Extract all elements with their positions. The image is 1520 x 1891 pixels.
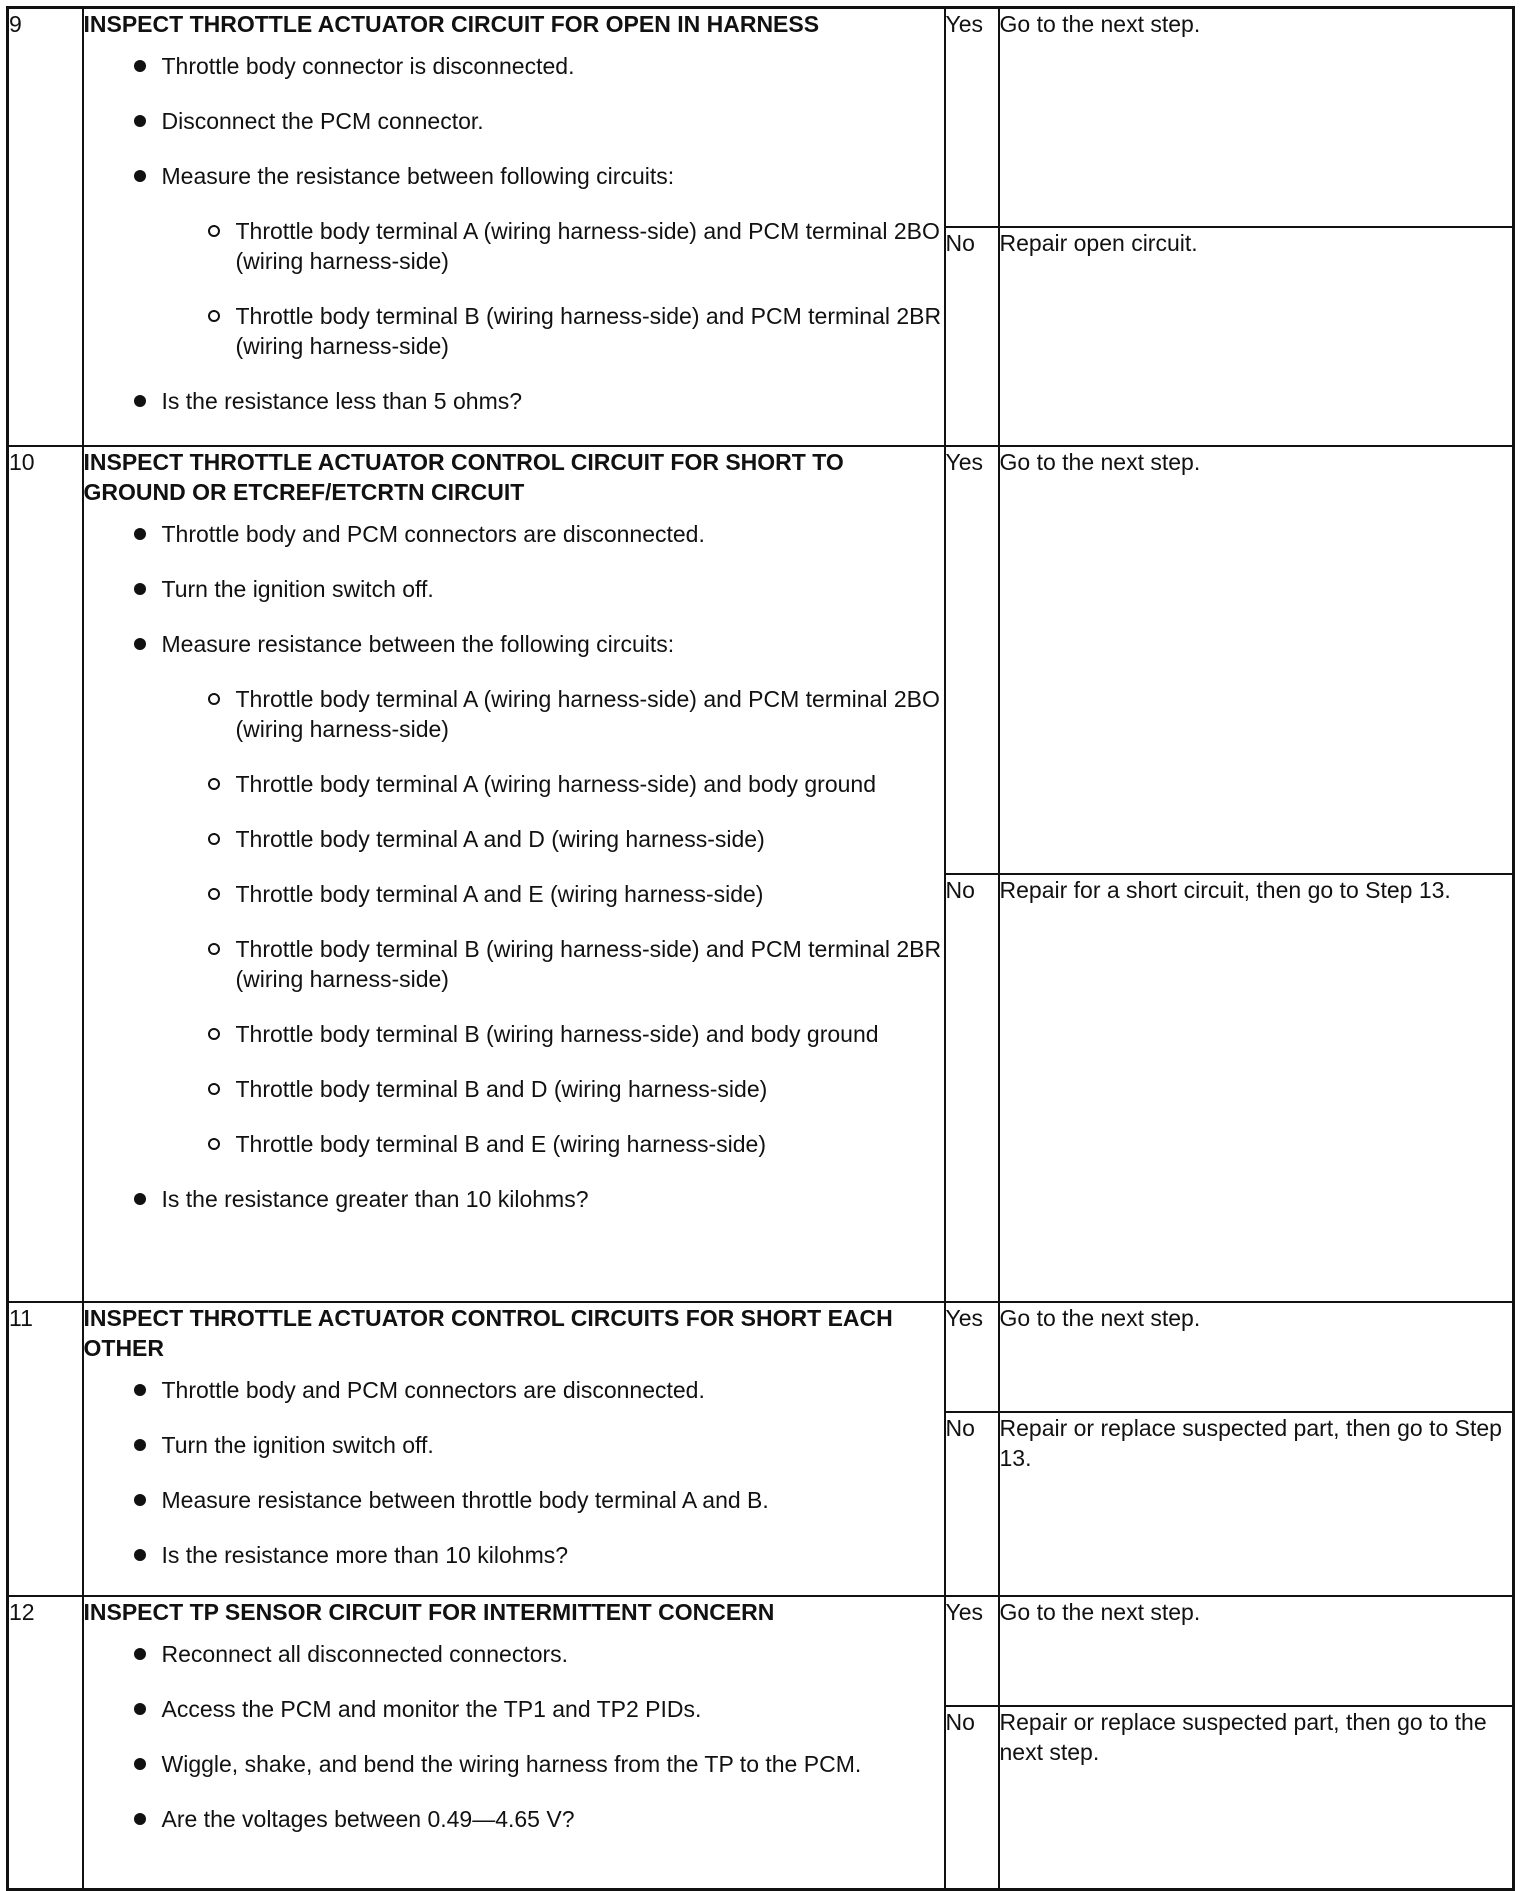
diagnostic-table: [6, 6, 1515, 1891]
step-number: 11: [8, 1302, 83, 1596]
bullet-item: [124, 1639, 944, 1669]
step-title: INSPECT TP SENSOR CIRCUIT FOR INTERMITTENT CONCERN: [83, 1598, 775, 1625]
bullet-item: [124, 1430, 944, 1460]
no-result: Repair for a short circuit, then go to Step 13.: [999, 874, 1514, 1302]
no-label: No: [945, 1412, 999, 1596]
no-result: Repair open circuit.: [999, 227, 1514, 446]
sub-bullet-item: Throttle body terminal B and E (wiring harness-side): [198, 1129, 944, 1159]
sub-bullet-item: Throttle body terminal B (wiring harness-side) and body ground: [198, 1019, 944, 1049]
bullet-item: [124, 1184, 944, 1214]
yes-label: Yes: [945, 446, 999, 874]
bullet-text: Is the resistance greater than 10 kilohms?: [161, 1185, 589, 1212]
yes-result: Go to the next step.: [999, 1302, 1514, 1412]
bullet-item: [124, 386, 944, 416]
bullet-text: Throttle body and PCM connectors are disconnected.: [161, 1376, 705, 1403]
bullet-item: [124, 106, 944, 136]
bullet-text: Access the PCM and monitor the TP1 and TP2 PIDs.: [161, 1695, 702, 1722]
step-row: [8, 8, 1514, 227]
step-number: 12: [8, 1596, 83, 1890]
bullet-text: Wiggle, shake, and bend the wiring harness from the TP to the PCM.: [161, 1750, 862, 1777]
bullet-text: Is the resistance more than 10 kilohms?: [161, 1541, 569, 1568]
diagnostic-table-body: [8, 8, 1514, 1890]
step-title: INSPECT THROTTLE ACTUATOR CONTROL CIRCUITS FOR SHORT EACH OTHER: [83, 1304, 893, 1361]
no-label: No: [945, 227, 999, 446]
step-number: 10: [8, 446, 83, 1302]
yes-result: Go to the next step.: [999, 1596, 1514, 1706]
yes-label: Yes: [945, 8, 999, 227]
bullet-text: Throttle body connector is disconnected.: [161, 53, 575, 79]
step-action: [83, 1596, 945, 1890]
bullet-item: [124, 1540, 944, 1570]
bullet-text: Measure resistance between the following circuits:: [161, 630, 675, 657]
sub-bullet-item: Throttle body terminal A and E (wiring harness-side): [198, 879, 944, 909]
bullet-item: [124, 51, 944, 81]
bullet-item: [124, 1694, 944, 1724]
sub-bullet-list: [162, 684, 944, 1159]
step-row: [8, 446, 1514, 874]
bullet-item: [124, 1485, 944, 1515]
sub-bullet-item: Throttle body terminal B (wiring harness-side) and PCM terminal 2BR (wiring harness-side): [198, 934, 944, 994]
sub-bullet-item: Throttle body terminal B (wiring harness-side) and PCM terminal 2BR (wiring harness-side): [198, 301, 944, 361]
step-action: [83, 446, 945, 1302]
bullet-text: Are the voltages between 0.49—4.65 V?: [161, 1805, 575, 1832]
bullet-text: Measure resistance between throttle body terminal A and B.: [161, 1486, 769, 1513]
sub-bullet-list: [162, 216, 944, 361]
yes-label: Yes: [945, 1302, 999, 1412]
bullet-item: [124, 519, 944, 549]
bullet-text: Throttle body and PCM connectors are disconnected.: [161, 520, 705, 547]
step-row: [8, 1596, 1514, 1706]
sub-bullet-item: Throttle body terminal A (wiring harness-side) and PCM terminal 2BO (wiring harness-side): [198, 684, 944, 744]
bullet-item: [124, 574, 944, 604]
bullet-text: Disconnect the PCM connector.: [161, 108, 484, 134]
step-bullet-list: [84, 51, 944, 416]
yes-result: Go to the next step.: [999, 8, 1514, 227]
step-number: 9: [8, 8, 83, 446]
no-result: Repair or replace suspected part, then go to Step 13.: [999, 1412, 1514, 1596]
bullet-text: Turn the ignition switch off.: [161, 1431, 434, 1458]
step-action: [83, 1302, 945, 1596]
sub-bullet-item: Throttle body terminal B and D (wiring harness-side): [198, 1074, 944, 1104]
step-bullet-list: [84, 1375, 944, 1570]
yes-label: Yes: [945, 1596, 999, 1706]
step-bullet-list: [84, 1639, 944, 1834]
step-bullet-list: [84, 519, 944, 1214]
diagnostic-procedure-sheet: [6, 6, 1512, 1874]
bullet-text: Turn the ignition switch off.: [161, 575, 434, 602]
step-action: [83, 8, 945, 446]
bullet-item: [124, 1804, 944, 1834]
sub-bullet-item: Throttle body terminal A (wiring harness-side) and PCM terminal 2BO (wiring harness-side): [198, 216, 944, 276]
bullet-text: Measure the resistance between following circuits:: [161, 163, 675, 189]
step-title: INSPECT THROTTLE ACTUATOR CONTROL CIRCUIT FOR SHORT TO GROUND OR ETCREF/ETCRTN CIRCUIT: [83, 448, 844, 505]
bullet-item: [124, 161, 944, 361]
bullet-item: [124, 1749, 944, 1779]
sub-bullet-item: Throttle body terminal A and D (wiring harness-side): [198, 824, 944, 854]
sub-bullet-item: Throttle body terminal A (wiring harness-side) and body ground: [198, 769, 944, 799]
no-label: No: [945, 874, 999, 1302]
no-result: Repair or replace suspected part, then go to the next step.: [999, 1706, 1514, 1890]
bullet-item: [124, 1375, 944, 1405]
yes-result: Go to the next step.: [999, 446, 1514, 874]
bullet-text: Is the resistance less than 5 ohms?: [161, 388, 523, 414]
no-label: No: [945, 1706, 999, 1890]
step-title: INSPECT THROTTLE ACTUATOR CIRCUIT FOR OPEN IN HARNESS: [83, 11, 820, 37]
bullet-item: [124, 629, 944, 1159]
step-row: [8, 1302, 1514, 1412]
bullet-text: Reconnect all disconnected connectors.: [161, 1640, 569, 1667]
